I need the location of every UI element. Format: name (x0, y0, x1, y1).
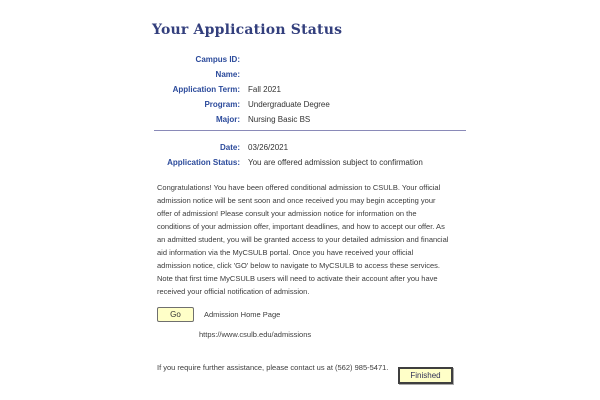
content-area (152, 22, 472, 372)
go-button[interactable]: Go (157, 307, 194, 322)
assistance-text: If you require further assistance, please contact us at (562) 985-5471. (157, 363, 389, 372)
admission-message: Congratulations! You have been offered conditional admission to CSULB. Your official admission notice will be sent soon and once received you may begin accepting your offer of admission! Please consult your admission notice for information on the conditions of your admission offer, important deadlines, and how to accept our offer. As an admitted student, you will be granted access to your detailed admission and financial aid information via the MyCSULB portal. Once you have received your official admission notice, click 'GO' below to navigate to MyCSULB to access these services. Note that first time MyCSULB users will need to activate their account after you have received your official notification of admission. (157, 183, 449, 296)
major-value: Nursing Basic BS (248, 115, 311, 124)
program-value: Undergraduate Degree (248, 100, 330, 109)
go-row (157, 307, 472, 322)
application-term-value: Fall 2021 (248, 85, 281, 94)
field-row-application-status (152, 158, 472, 168)
page-title: Your Application Status (152, 22, 343, 38)
field-row-application-term (152, 85, 472, 95)
admissions-url: https://www.csulb.edu/admissions (199, 330, 312, 339)
field-row-campus-id (152, 55, 472, 65)
finished-button[interactable]: Finished (398, 367, 453, 384)
major-label: Major: (216, 115, 240, 124)
application-status-value: You are offered admission subject to confirmation (248, 158, 423, 167)
divider (154, 130, 466, 131)
date-label: Date: (219, 143, 240, 152)
name-label: Name: (215, 70, 240, 79)
application-status-label: Application Status: (167, 158, 240, 167)
applicant-fields (152, 55, 472, 125)
field-row-name (152, 70, 472, 80)
program-label: Program: (204, 100, 240, 109)
admission-home-page-label: Admission Home Page (204, 310, 281, 319)
status-fields (152, 143, 472, 168)
field-row-date (152, 143, 472, 153)
date-value: 03/26/2021 (248, 143, 289, 152)
field-row-program (152, 100, 472, 110)
field-row-major (152, 115, 472, 125)
campus-id-label: Campus ID: (195, 55, 240, 64)
application-term-label: Application Term: (172, 85, 240, 94)
